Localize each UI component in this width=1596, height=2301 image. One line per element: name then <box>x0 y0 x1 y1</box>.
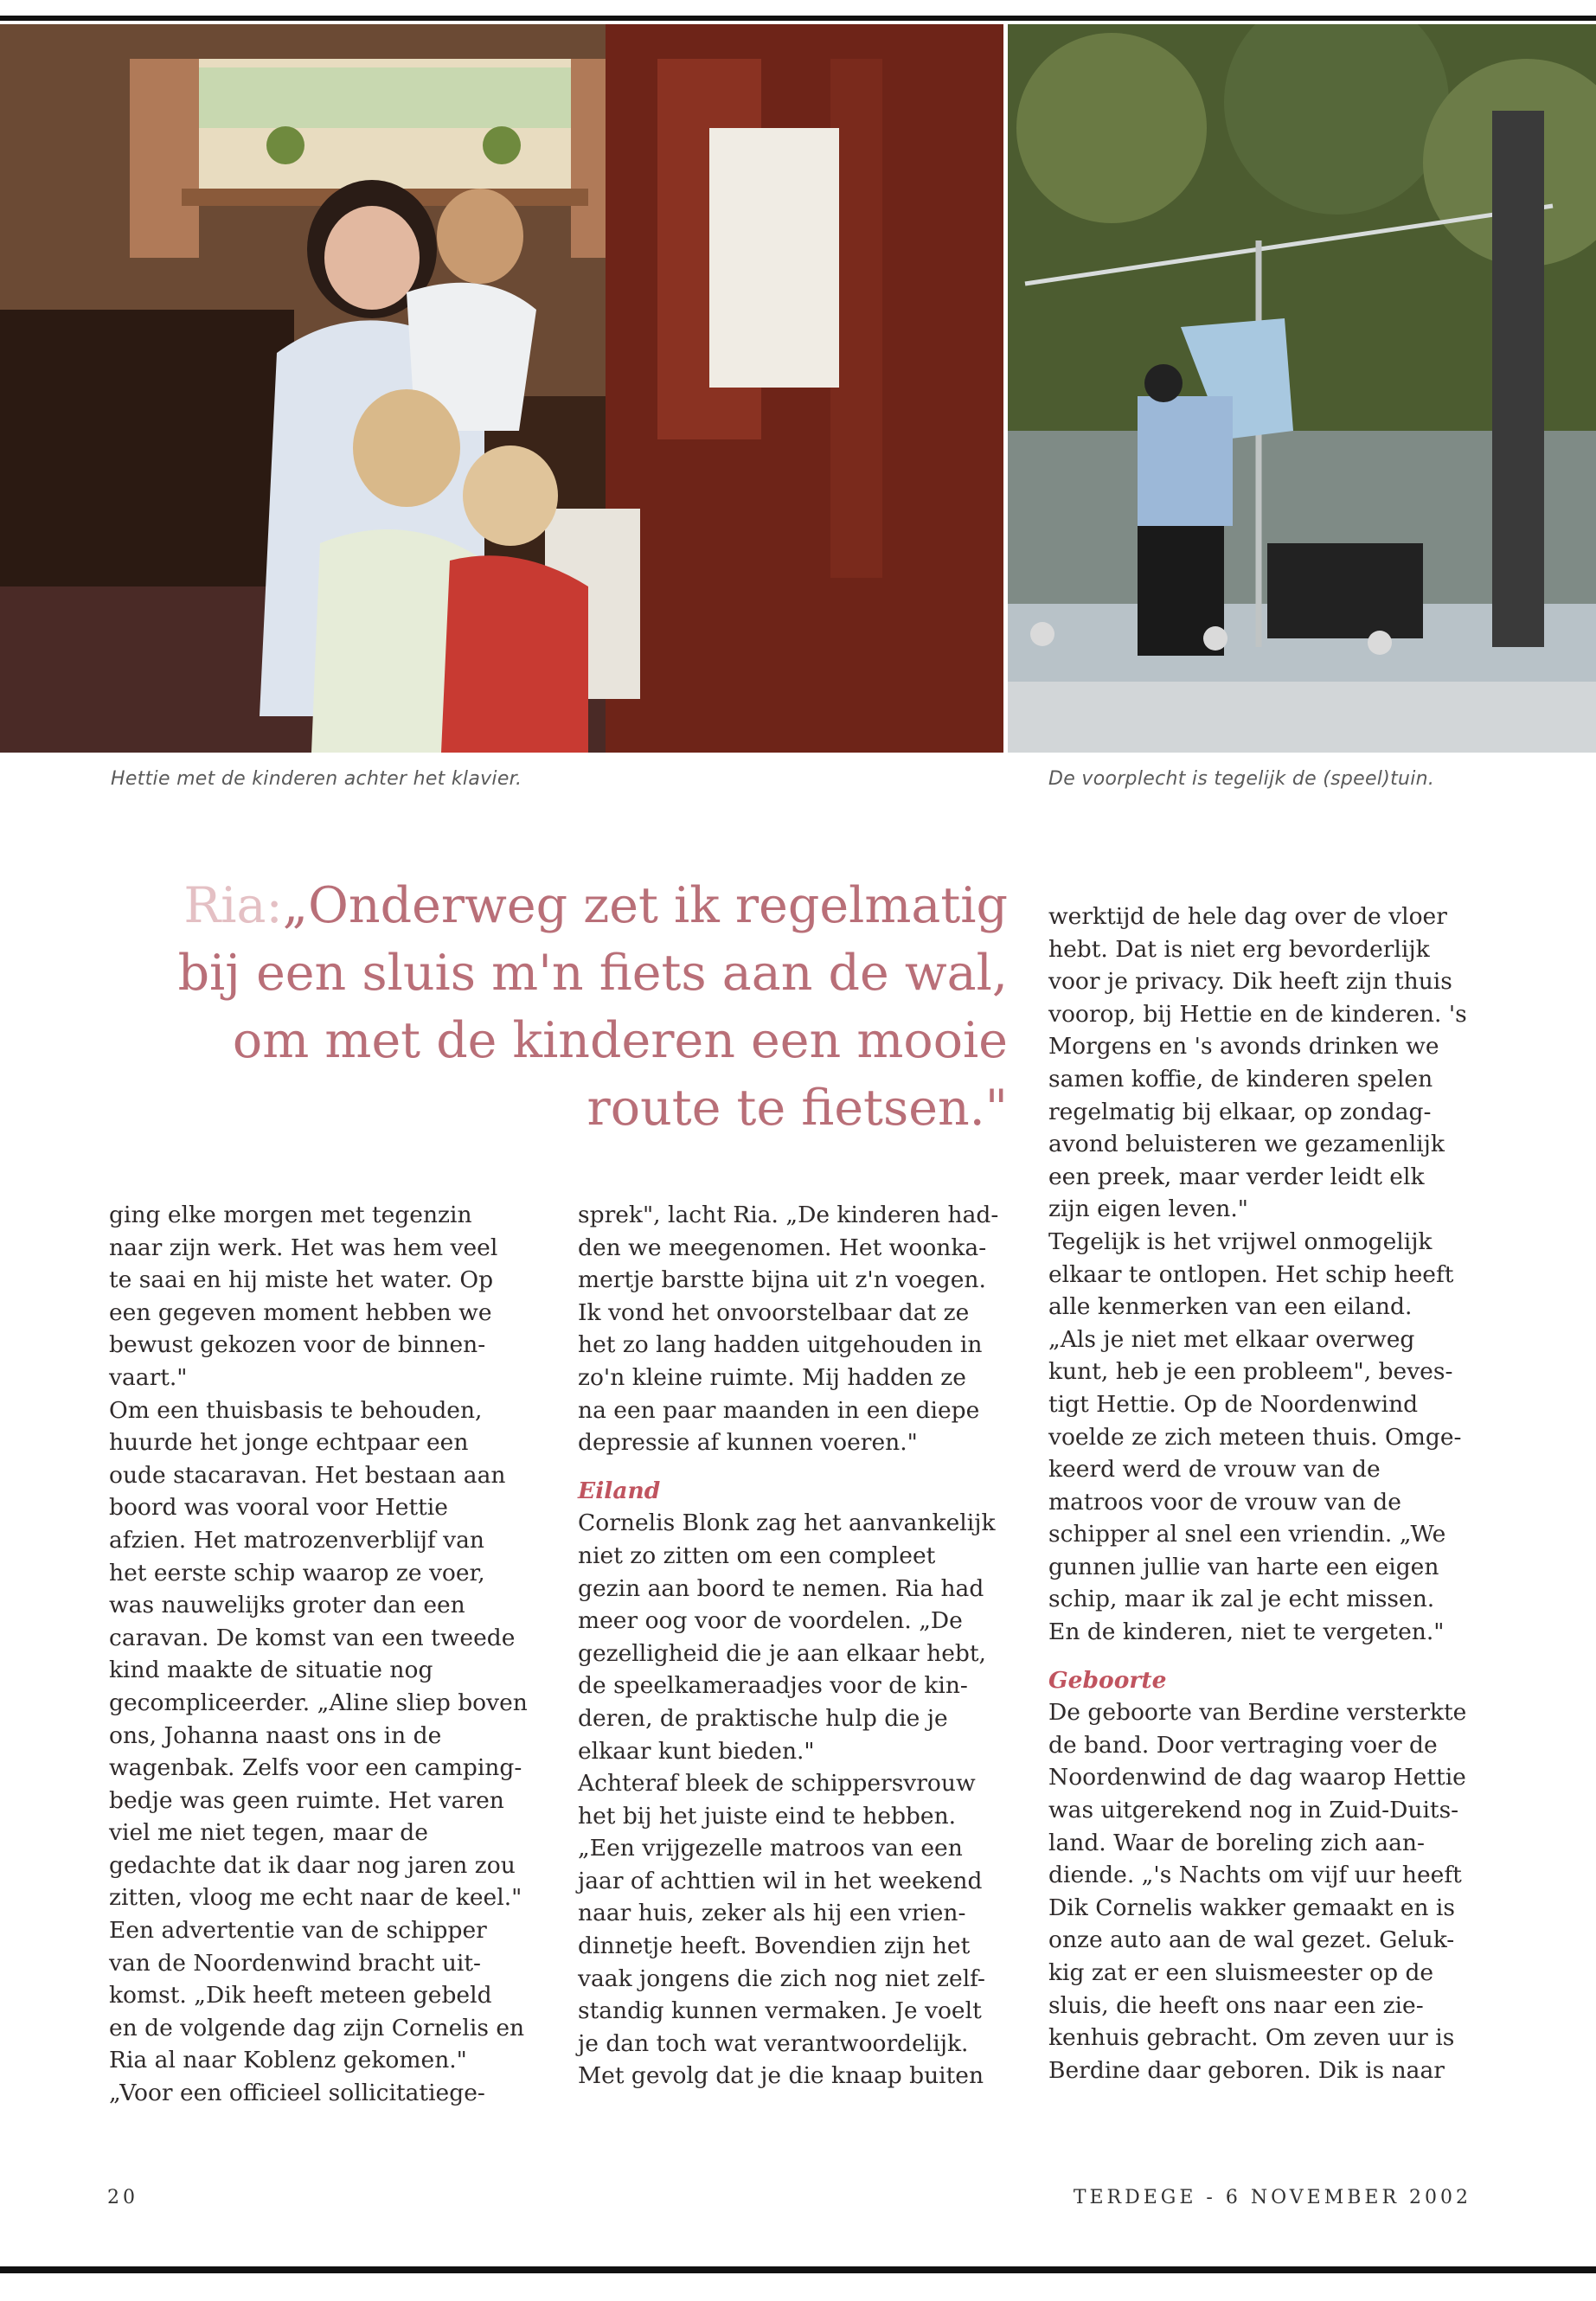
text-line: matroos voor de vrouw van de <box>1048 1488 1401 1516</box>
subhead-geboorte: Geboorte <box>1048 1666 1167 1694</box>
text-line: zitten, vloog me echt naar de keel." <box>109 1884 522 1912</box>
text-line: „Als je niet met elkaar overweg <box>1048 1325 1415 1353</box>
text-line: gedachte dat ik daar nog jaren zou <box>109 1851 516 1879</box>
text-line: naar zijn werk. Het was hem veel <box>109 1234 498 1261</box>
text-line: afzien. Het matrozenverblijf van <box>109 1526 484 1554</box>
text-line: een gegeven moment hebben we <box>109 1298 492 1326</box>
column-3-part-b <box>1048 1696 1481 2086</box>
text-line: dinnetje heeft. Bovendien zijn het <box>578 1932 971 1960</box>
text-line: hebt. Dat is niet erg bevorderlijk <box>1048 935 1430 963</box>
text-line: Dik Cornelis wakker gemaakt en is <box>1048 1894 1455 1921</box>
text-line: „Voor een officieel sollicitatiege- <box>109 2080 485 2107</box>
text-line: tigt Hettie. Op de Noordenwind <box>1048 1390 1419 1418</box>
text-line: gunnen jullie van harte een eigen <box>1048 1553 1439 1580</box>
text-line: wagenbak. Zelfs voor een camping- <box>109 1754 522 1782</box>
caption-foredeck: De voorplecht is tegelijk de (speel)tuin. <box>1048 768 1435 790</box>
top-rule <box>0 16 1596 21</box>
text-line: voorop, bij Hettie en de kinderen. 's <box>1048 1000 1467 1028</box>
text-line: jaar of achttien wil in het weekend <box>578 1867 983 1894</box>
text-line: Morgens en 's avonds drinken we <box>1048 1033 1439 1061</box>
text-line: gezin aan boord te nemen. Ria had <box>578 1574 984 1602</box>
text-line: keerd werd de vrouw van de <box>1048 1456 1381 1484</box>
text-line: vaak jongens die zich nog niet zelf- <box>578 1965 985 1992</box>
text-line: avond beluisteren we gezamenlijk <box>1048 1131 1445 1158</box>
text-line: regelmatig bij elkaar, op zondag- <box>1048 1098 1432 1125</box>
text-line: het zo lang hadden uitgehouden in <box>578 1331 983 1359</box>
text-line: kind maakte de situatie nog <box>109 1657 433 1684</box>
text-line: Een advertentie van de schipper <box>109 1917 487 1945</box>
text-line: was nauwelijks groter dan een <box>109 1592 465 1619</box>
text-line: En de kinderen, niet te vergeten." <box>1048 1618 1445 1646</box>
text-line: schip, maar ik zal je echt missen. <box>1048 1586 1435 1613</box>
text-line: was uitgerekend nog in Zuid-Duits- <box>1048 1797 1459 1824</box>
text-line: bedje was geen ruimte. Het varen <box>109 1786 504 1814</box>
text-line: gecompliceerder. „Aline sliep boven <box>109 1689 528 1716</box>
text-line: depressie af kunnen voeren." <box>578 1429 918 1457</box>
text-line: de speelkameraadjes voor de kin- <box>578 1672 968 1700</box>
text-line: standig kunnen vermaken. Je voelt <box>578 1997 982 2025</box>
text-line: boord was vooral voor Hettie <box>109 1494 448 1522</box>
text-line: Cornelis Blonk zag het aanvankelijk <box>578 1509 996 1537</box>
text-line: zijn eigen leven." <box>1048 1195 1248 1223</box>
text-line: Berdine daar geboren. Dik is naar <box>1048 2056 1445 2084</box>
text-line: samen koffie, de kinderen spelen <box>1048 1065 1433 1093</box>
text-line: gezelligheid die je aan elkaar hebt, <box>578 1639 986 1667</box>
column-2 <box>578 1199 1010 2093</box>
text-line: ging elke morgen met tegenzin <box>109 1202 472 1228</box>
text-line: huurde het jonge echtpaar een <box>109 1429 469 1457</box>
text-line: na een paar maanden in een diepe <box>578 1396 980 1424</box>
photo-foredeck <box>1008 24 1596 753</box>
text-line: elkaar kunt bieden." <box>578 1737 815 1765</box>
column-2-part-a <box>578 1199 1010 1459</box>
text-line: van de Noordenwind bracht uit- <box>109 1949 481 1977</box>
text-line: de band. Door vertraging voer de <box>1048 1731 1438 1759</box>
page-number: 20 <box>107 2187 138 2208</box>
text-line: mertje barstte bijna uit z'n voegen. <box>578 1266 986 1294</box>
text-line: kunt, heb je een probleem", beves- <box>1048 1358 1453 1386</box>
text-line: caravan. De komst van een tweede <box>109 1624 516 1651</box>
text-line: en de volgende dag zijn Cornelis en <box>109 2014 525 2041</box>
text-line: De geboorte van Berdine versterkte <box>1048 1699 1467 1727</box>
pull-quote-line-2: bij een sluis m'n fiets aan de wal, <box>177 945 1008 1002</box>
text-line: Met gevolg dat je die knaap buiten <box>578 2062 984 2090</box>
column-3-part-a <box>1048 901 1481 1649</box>
text-line: niet zo zitten om een compleet <box>578 1541 936 1569</box>
text-line: deren, de praktische hulp die je <box>578 1704 948 1732</box>
text-line: ons, Johanna naast ons in de <box>109 1721 442 1749</box>
pull-quote <box>104 872 1008 1142</box>
text-line: komst. „Dik heeft meteen gebeld <box>109 1982 492 2009</box>
column-3 <box>1048 901 1481 2086</box>
pull-quote-speaker: Ria: <box>183 877 283 934</box>
photo-piano <box>0 24 1003 753</box>
text-line: elkaar te ontlopen. Het schip heeft <box>1048 1260 1454 1288</box>
text-line: een preek, maar verder leidt elk <box>1048 1163 1425 1190</box>
text-line: land. Waar de boreling zich aan- <box>1048 1829 1425 1856</box>
column-1 <box>109 1199 542 2110</box>
text-line: oude stacaravan. Het bestaan aan <box>109 1461 506 1489</box>
text-line: sprek", lacht Ria. „De kinderen had- <box>578 1202 999 1228</box>
text-line: het eerste schip waarop ze voer, <box>109 1559 485 1586</box>
text-line: bewust gekozen voor de binnen- <box>109 1331 486 1359</box>
text-line: sluis, die heeft ons naar een zie- <box>1048 1991 1424 2019</box>
text-line: schipper al snel een vriendin. „We <box>1048 1521 1446 1548</box>
text-line: vaart." <box>109 1363 188 1391</box>
text-line: kenhuis gebracht. Om zeven uur is <box>1048 2024 1455 2052</box>
text-line: te saai en hij miste het water. Op <box>109 1266 494 1294</box>
text-line: voor je privacy. Dik heeft zijn thuis <box>1048 968 1452 996</box>
text-line: Ik vond het onvoorstelbaar dat ze <box>578 1298 970 1326</box>
text-line: Tegelijk is het vrijwel onmogelijk <box>1048 1227 1433 1255</box>
text-line: alle kenmerken van een eiland. <box>1048 1293 1413 1321</box>
subhead-eiland: Eiland <box>578 1477 661 1504</box>
column-2-part-b <box>578 1507 1010 2093</box>
text-line: Ria al naar Koblenz gekomen." <box>109 2047 467 2074</box>
pull-quote-line-4: route te fietsen." <box>586 1080 1008 1137</box>
text-line: je dan toch wat verantwoordelijk. <box>578 2029 969 2057</box>
text-line: voelde ze zich meteen thuis. Omge- <box>1048 1423 1462 1451</box>
text-line: werktijd de hele dag over de vloer <box>1048 903 1447 930</box>
text-line: Om een thuisbasis te behouden, <box>109 1396 483 1424</box>
text-line: naar huis, zeker als hij een vrien- <box>578 1900 966 1927</box>
pull-quote-line-1: Ria:„Onderweg zet ik regelmatig <box>183 877 1008 934</box>
text-line: kig zat er een sluismeester op de <box>1048 1959 1434 1986</box>
caption-piano: Hettie met de kinderen achter het klavier. <box>111 768 522 790</box>
text-line: zo'n kleine ruimte. Mij hadden ze <box>578 1363 966 1391</box>
text-line: den we meegenomen. Het woonka- <box>578 1234 987 1261</box>
publication-date: TERDEGE - 6 NOVEMBER 2002 <box>1073 2187 1471 2208</box>
text-line: Achteraf bleek de schippersvrouw <box>578 1770 976 1798</box>
text-line: meer oog voor de voordelen. „De <box>578 1607 963 1635</box>
text-line: onze auto aan de wal gezet. Geluk- <box>1048 1926 1455 1954</box>
bottom-rule <box>0 2266 1596 2273</box>
pull-quote-line-3: om met de kinderen een mooie <box>232 1012 1008 1069</box>
text-line: Noordenwind de dag waarop Hettie <box>1048 1764 1466 1791</box>
text-line: „Een vrijgezelle matroos van een <box>578 1835 963 1862</box>
text-line: het bij het juiste eind te hebben. <box>578 1802 957 1830</box>
text-line: viel me niet tegen, maar de <box>109 1819 428 1847</box>
text-line: diende. „'s Nachts om vijf uur heeft <box>1048 1862 1462 1889</box>
